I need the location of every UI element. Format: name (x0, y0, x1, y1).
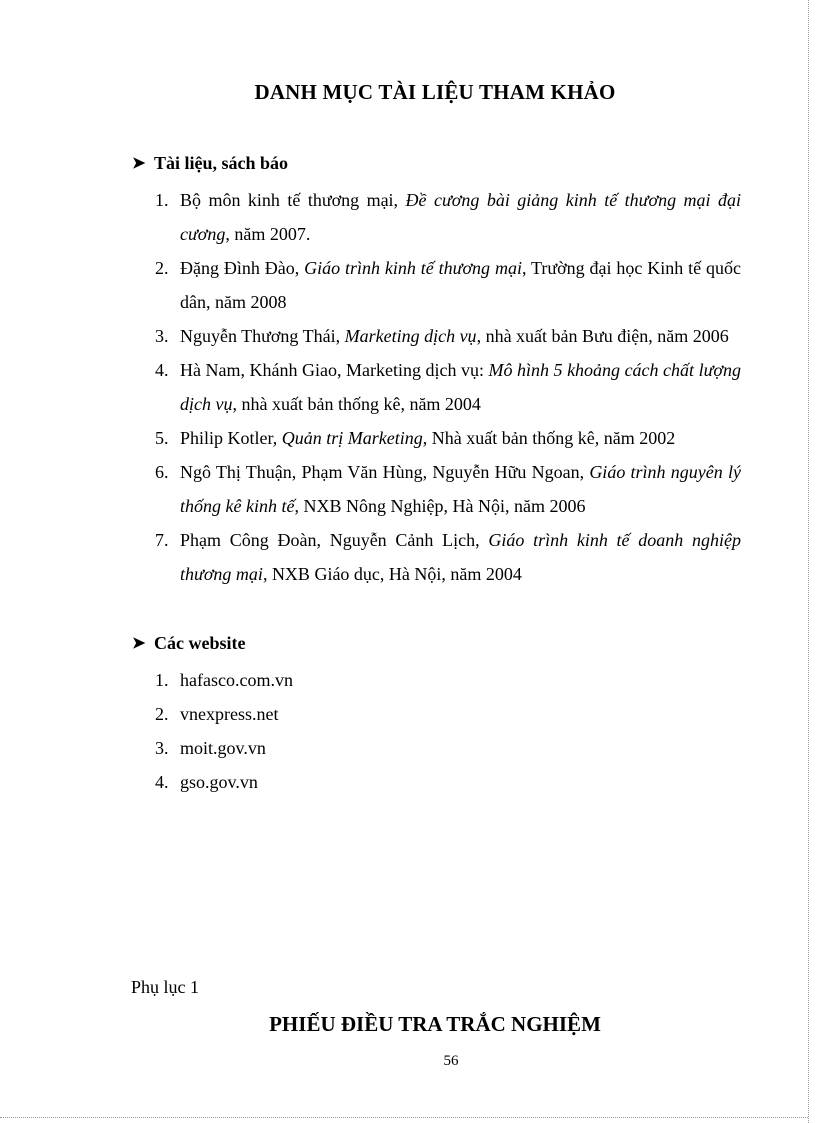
item-title: Quản trị Marketing (281, 428, 423, 448)
item-number: 5. (155, 428, 169, 448)
item-title: Giáo trình kinh tế thương mại (304, 258, 522, 278)
item-text (180, 183, 741, 251)
item-number: 1. (155, 190, 169, 210)
item-author: Ngô Thị Thuận, Phạm Văn Hùng, Nguyễn Hữu Ngoan, (180, 462, 590, 482)
website-url: vnexpress.net (180, 704, 279, 724)
item-number: 6. (155, 462, 169, 482)
item-publisher: , Trường đại học Kinh tế quốc dân, năm 2008 (180, 258, 742, 312)
website-url: hafasco.com.vn (180, 670, 293, 690)
item-author: Nguyễn Thương Thái, (180, 326, 345, 346)
list-item (155, 523, 741, 591)
appendix-label: Phụ lục 1 (131, 977, 200, 997)
list-item (155, 697, 741, 731)
arrow-bullet-icon: ➤ (132, 634, 146, 652)
list-item (155, 663, 741, 697)
section-heading-label: Các website (154, 633, 246, 653)
item-text (180, 319, 741, 353)
item-text (180, 523, 741, 591)
item-title: Giáo trình nguyên lý thống kê kinh tế (180, 462, 741, 516)
item-publisher: , nhà xuất bản Bưu điện, năm 2006 (476, 326, 729, 346)
page-border-bottom (0, 1117, 808, 1118)
item-number: 3. (155, 738, 169, 758)
item-author: Bộ môn kinh tế thương mại, (180, 190, 406, 210)
list-item (155, 421, 741, 455)
item-number: 7. (155, 530, 169, 550)
section-heading-websites (132, 633, 245, 654)
item-number: 4. (155, 772, 169, 792)
item-author: Phạm Công Đoàn, Nguyễn Cảnh Lịch, (180, 530, 489, 550)
page-title: DANH MỤC TÀI LIỆU THAM KHẢO (254, 80, 616, 104)
item-number: 2. (155, 258, 169, 278)
item-author: Philip Kotler, (180, 428, 282, 448)
item-title: Marketing dịch vụ (344, 326, 477, 346)
page-border-right (808, 0, 809, 1123)
list-item (155, 765, 741, 799)
survey-title: PHIẾU ĐIỀU TRA TRẮC NGHIỆM (269, 1012, 601, 1036)
item-author: Đặng Đình Đào, (180, 258, 305, 278)
item-author: Hà Nam, Khánh Giao, Marketing dịch vụ: (180, 360, 489, 380)
item-title: Mô hình 5 khoảng cách chất lượng dịch vụ (180, 360, 741, 414)
list-item (155, 455, 741, 523)
item-title: Đề cương bài giảng kinh tế thương mại đại cương (180, 190, 742, 244)
item-publisher: , NXB Giáo dục, Hà Nội, năm 2004 (262, 564, 522, 584)
item-number: 3. (155, 326, 169, 346)
arrow-bullet-icon: ➤ (132, 154, 146, 172)
item-number: 2. (155, 704, 169, 724)
item-number: 1. (155, 670, 169, 690)
item-text (180, 455, 741, 523)
list-item (155, 353, 741, 421)
item-publisher: , nhà xuất bản thống kê, năm 2004 (232, 394, 481, 414)
item-text (180, 353, 741, 421)
reference-list-books (155, 183, 741, 591)
item-text (180, 421, 741, 455)
website-url: moit.gov.vn (180, 738, 266, 758)
item-publisher: , năm 2007. (225, 224, 311, 244)
item-text (180, 251, 741, 319)
item-publisher: , Nhà xuất bản thống kê, năm 2002 (422, 428, 676, 448)
section-heading-books (132, 153, 288, 174)
website-url: gso.gov.vn (180, 772, 258, 792)
item-title: Giáo trình kinh tế doanh nghiệp thương mại (180, 530, 741, 584)
page-number: 56 (443, 1053, 459, 1069)
list-item (155, 319, 741, 353)
list-item (155, 183, 741, 251)
reference-list-websites (155, 663, 741, 799)
list-item (155, 731, 741, 765)
item-publisher: , NXB Nông Nghiệp, Hà Nội, năm 2006 (294, 496, 586, 516)
list-item (155, 251, 741, 319)
item-number: 4. (155, 360, 169, 380)
section-heading-label: Tài liệu, sách báo (154, 153, 289, 173)
